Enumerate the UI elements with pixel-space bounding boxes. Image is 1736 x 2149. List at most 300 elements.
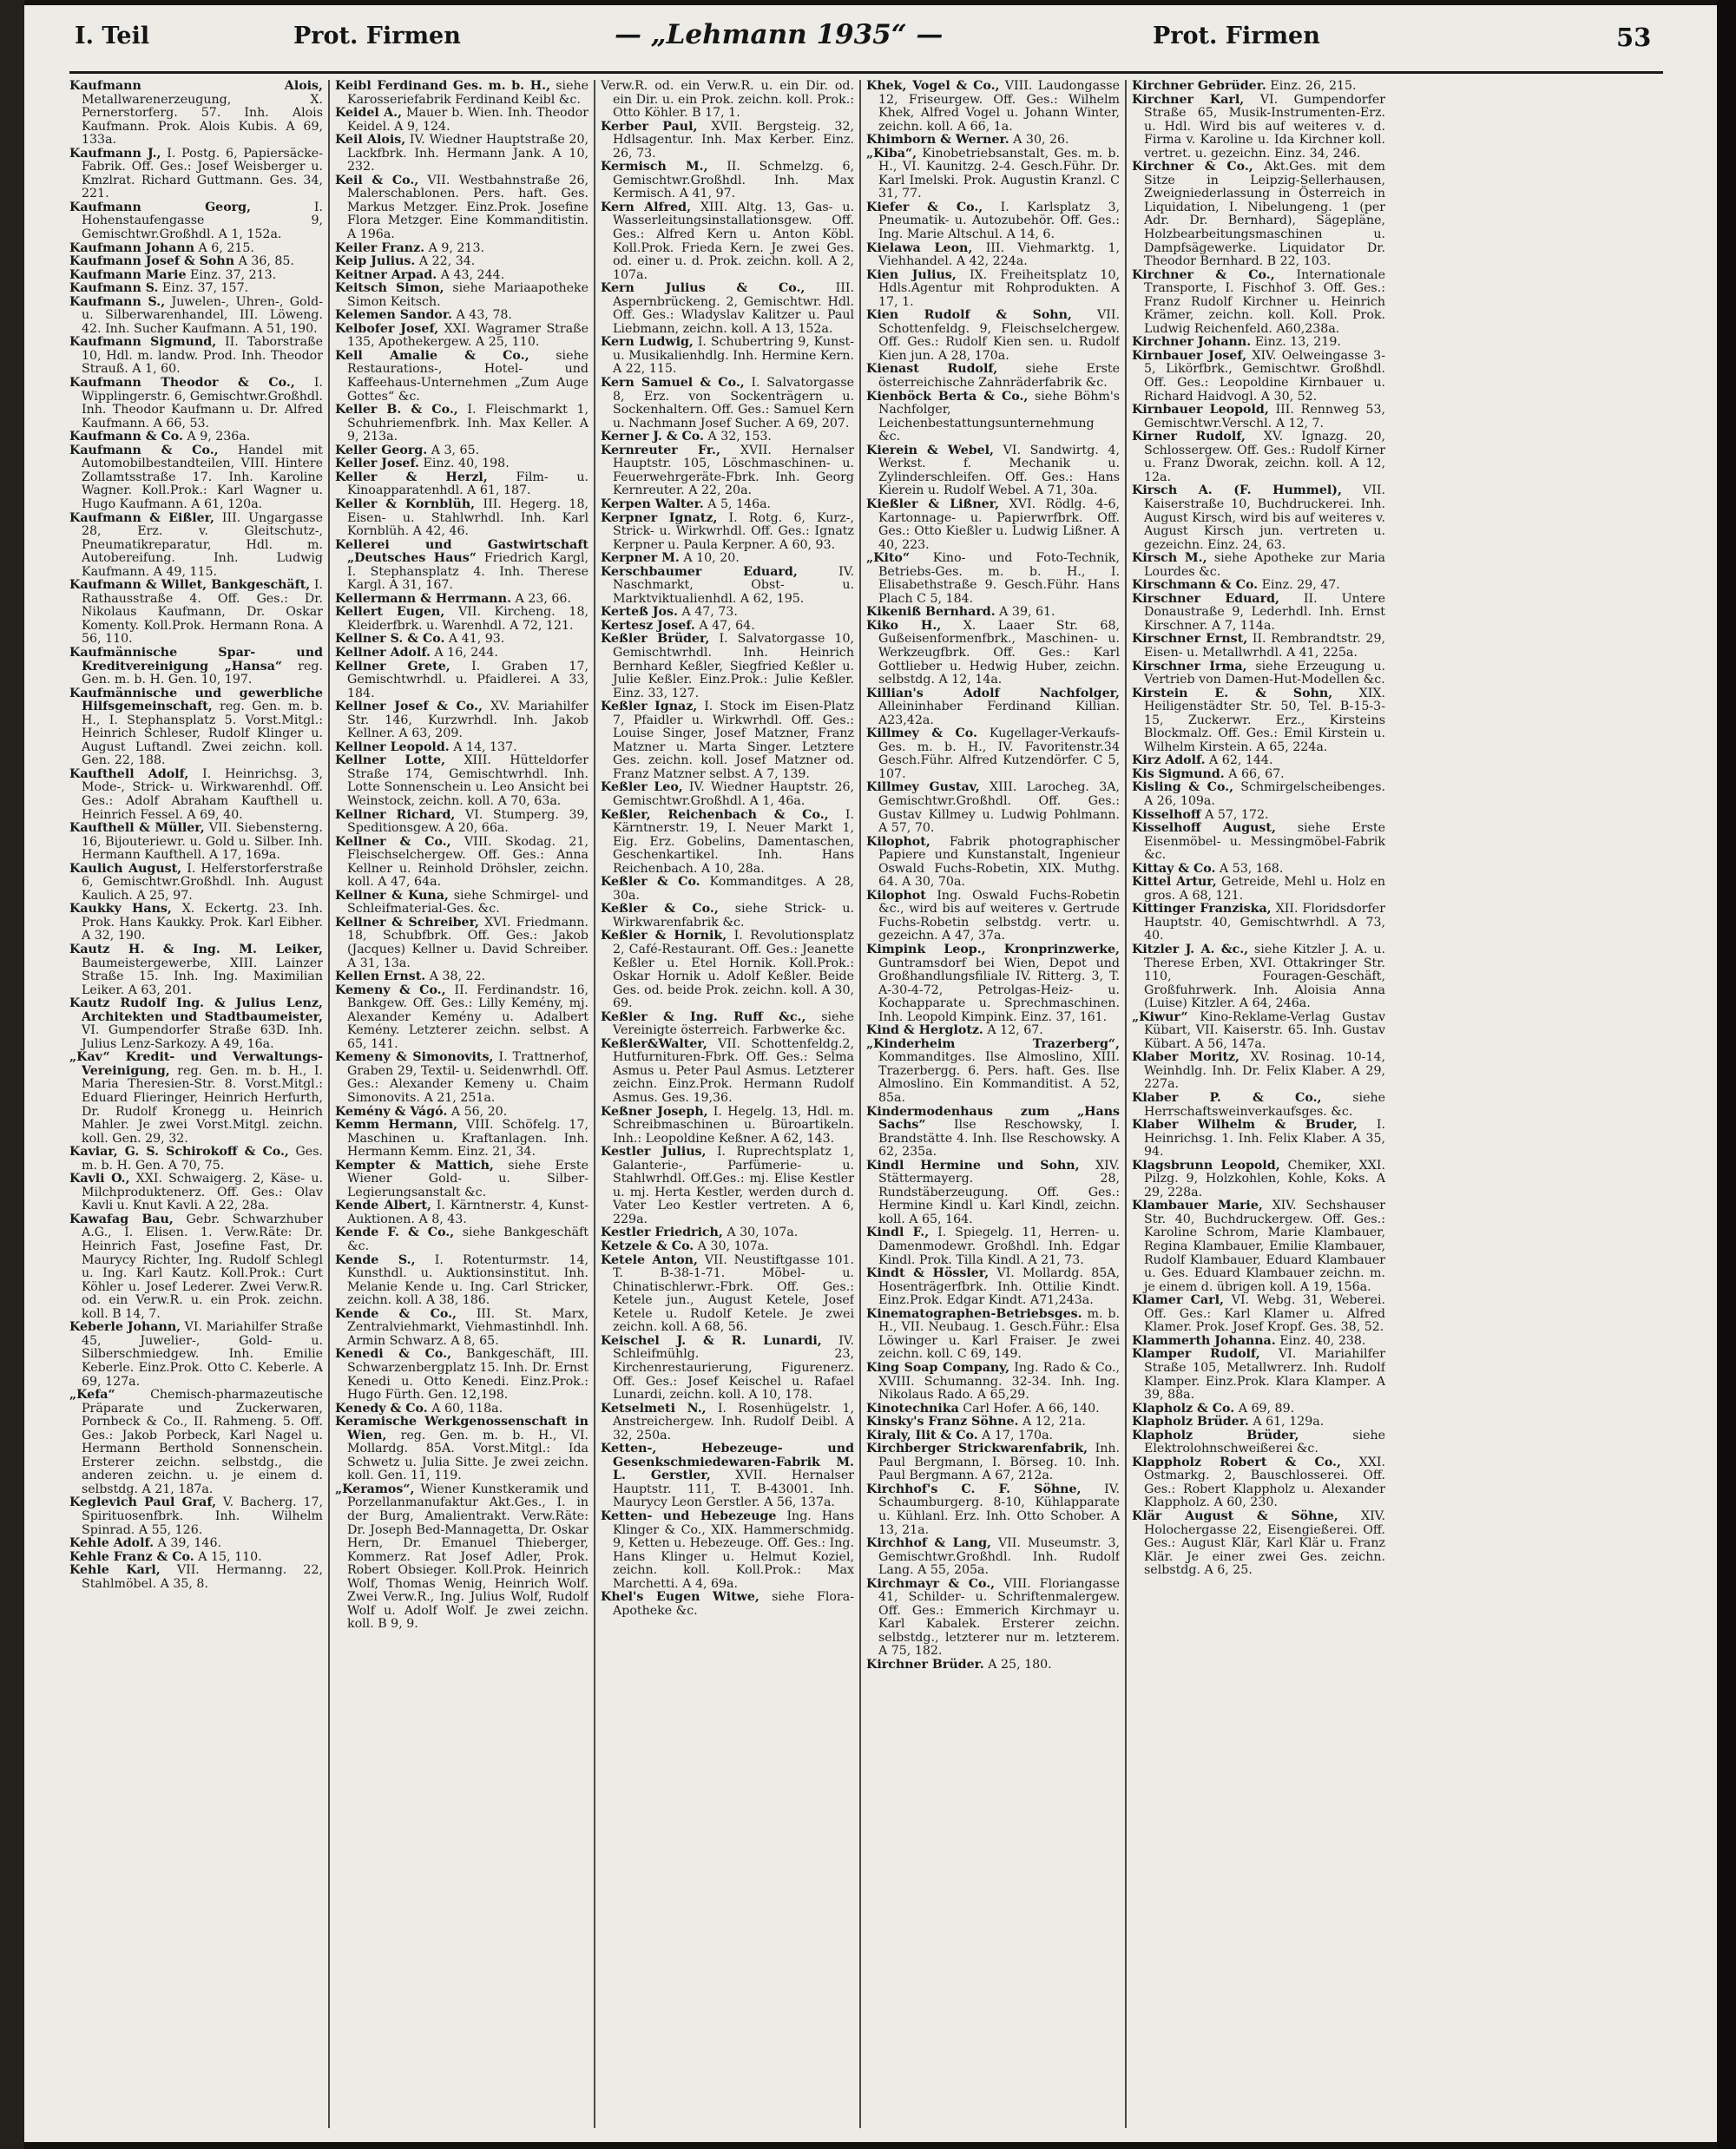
- firm-details: I. Kärntnerstr. 4, Kunst-Auktionen. A 8, 43.: [347, 1199, 589, 1226]
- directory-entry: [601, 512, 854, 553]
- firm-details: A 43, 244.: [440, 267, 505, 282]
- firm-details: Einz. 40, 198.: [423, 457, 510, 471]
- directory-entry: [1132, 1335, 1385, 1349]
- directory-entry: [335, 1199, 589, 1226]
- directory-entry: [1132, 1294, 1385, 1335]
- firm-name: „Kinderheim Trazerberg“,: [866, 1036, 1120, 1051]
- directory-entry: [335, 539, 589, 593]
- directory-entry: [866, 1537, 1120, 1578]
- firm-details: I. Helferstorferstraße 6, Gemischtwr.Großhdl. Inh. August Kaulich. A 25, 97.: [82, 861, 323, 903]
- firm-name: Kaufmann & Co.: [69, 430, 183, 444]
- firm-name: Kien Julius,: [866, 267, 957, 282]
- firm-name: Kerteß Jos.: [601, 605, 678, 620]
- directory-entry: [335, 174, 589, 242]
- firm-details: Ing. Rado & Co., XVIII. Schumanng. 32-34. Inh. Ing. Nikolaus Rado. A 65,29.: [878, 1360, 1120, 1403]
- firm-name: Kellner S. & Co.: [335, 632, 445, 647]
- directory-entry: [601, 1226, 854, 1240]
- firm-details: III. Aspernbrückeng. 2, Gemischtwr. Hdl. Off. Ges.: Wladyslav Kalitzer u. Paul Liebmann, zeichn. koll. A 13, 152a.: [613, 281, 854, 336]
- directory-entry: [1132, 768, 1385, 782]
- firm-name: Kemeny & Simonovits,: [335, 1050, 494, 1065]
- directory-entry: [866, 687, 1120, 728]
- firm-details: I. Karlsplatz 3, Pneumatik- u. Autozubehör. Off. Ges.: Ing. Marie Altschul. A 14, 6.: [878, 200, 1120, 242]
- directory-entry: [69, 336, 323, 377]
- firm-name: Kind & Herglotz.: [866, 1023, 983, 1038]
- directory-entry: [1132, 336, 1385, 350]
- column-divider: [1125, 80, 1127, 2128]
- firm-details: A 10, 20.: [683, 551, 740, 566]
- firm-details: A 56, 20.: [450, 1104, 508, 1119]
- firm-details: Kinobetriebsanstalt, Ges. m. b. H., VI. Kaunitzg. 2-4. Gesch.Führ. Dr. Karl Imelski. Prok. Augustin Kranzl. C 31, 77.: [878, 146, 1120, 201]
- firm-details: m. b. H., VII. Neubaug. 1. Gesch.Führ.: Elsa Löwinger u. Karl Fraiser. Je zwei zeichn. koll. C 69, 149.: [878, 1306, 1120, 1362]
- firm-name: Kirchner & Co.,: [1132, 267, 1275, 282]
- firm-details: I. Wipplingerstr. 6, Gemischtwr.Großhdl. Inh. Theodor Kaufmann u. Dr. Alfred Kaufmann. A 66, 53.: [82, 376, 323, 430]
- firm-name: Kelbofer Josef,: [335, 321, 439, 336]
- firm-details: Einz. 37, 157.: [161, 281, 249, 296]
- directory-entry: [1132, 1160, 1385, 1200]
- directory-entry: [601, 552, 854, 566]
- page-edge-shadow: [1717, 0, 1736, 2149]
- firm-details: I. Salvatorgasse 8, Erz. von Sockenträgern u. Sockenhaltern. Off. Ges.: Samuel Kern u. Nachmann Josef Sucher. A 69, 207.: [613, 376, 854, 430]
- directory-entry: [335, 754, 589, 808]
- directory-entry: [335, 404, 589, 444]
- firm-name: Kern Samuel & Co.,: [601, 376, 745, 391]
- directory-entry: [866, 1362, 1120, 1403]
- firm-name: Kaufmann & Eißler,: [69, 510, 214, 525]
- firm-name: Kirnbauer Josef,: [1132, 348, 1247, 363]
- firm-name: Kavli O.,: [69, 1172, 130, 1186]
- firm-details: XXI. Wagramer Straße 135, Apothekergew. A 25, 110.: [347, 321, 589, 350]
- firm-name: Kenedy & Co.: [335, 1401, 428, 1416]
- firm-details: XVII. Hernalser Hauptstr. 111, T. B-43001. Inh. Maurycy Leon Gerstler. A 56, 137a.: [613, 1469, 854, 1510]
- directory-entry: [866, 1659, 1120, 1673]
- firm-details: A 23, 66.: [515, 591, 571, 606]
- firm-name: Kirchberger Strickwarenfabrik,: [866, 1442, 1088, 1456]
- firm-name: Kautz Rudolf Ing. & Julius Lenz, Architekten und Stadtbaumeister,: [69, 996, 323, 1024]
- directory-entry: [335, 970, 589, 984]
- firm-details: I. Fleischmarkt 1, Schuhriemenfbrk. Inh. Max Keller. A 9, 213a.: [347, 403, 589, 444]
- firm-name: „Kiba“,: [866, 146, 917, 161]
- directory-entry: [69, 80, 323, 148]
- directory-entry: [335, 890, 589, 917]
- firm-details: Fabrik photographischer Papiere und Kunstanstalt, Ingenieur Oswald Fuchs-Robetin, XIX. Muthg. 64. A 30, 70a.: [878, 834, 1120, 890]
- directory-entry: [601, 633, 854, 700]
- firm-name: Kirchner Brüder.: [866, 1657, 984, 1672]
- firm-details: Handel mit Automobilbestandteilen, VIII. Hintere Zollamtsstraße 17. Inh. Karoline Wagner. Koll.Prok.: Karl Wagner u. Hugo Kaufmann. A 61, 120a.: [82, 443, 323, 511]
- firm-details: A 30, 107a.: [697, 1239, 769, 1254]
- directory-entry: [335, 457, 589, 471]
- directory-entry: [69, 768, 323, 822]
- firm-details: Bankgeschäft, III. Schwarzenbergplatz 15. Inh. Dr. Ernst Kenedi u. Otto Kenedi. Einz.Prok.: Hugo Fürth. Gen. 12,198.: [347, 1347, 589, 1403]
- page-number: 53: [1616, 23, 1652, 52]
- firm-details: I. Kärntnerstr. 19, I. Neuer Markt 1, Eig. Erz. Gobelins, Damentaschen, Geschenkartikel. Inh. Hans Reichenbach. A 10, 28a.: [613, 807, 854, 876]
- directory-entry: [866, 444, 1120, 498]
- directory-entry: [335, 1254, 589, 1308]
- firm-details: XIX. Heiligenstädter Str. 50, Tel. B-15-3-15, Zuckerwr. Erz., Kirsteins Blockmalz. Off. Ges.: Emil Kirstein u. Wilhelm Kirstein. A 65, 224a.: [1144, 686, 1385, 754]
- firm-details: VII. Schottenfeldg.2, Hutfurnituren-Fbrk. Off. Ges.: Selma Asmus u. Peter Paul Asmus. Letzterer zeichn. Einz.Prok. Hermann Rudolf Asmus. Ges. 19,36.: [613, 1036, 854, 1106]
- firm-name: Kaufmann Marie: [69, 267, 187, 282]
- firm-name: Kirz Adolf.: [1132, 753, 1206, 768]
- directory-entry: [69, 430, 323, 444]
- directory-entry: [1132, 754, 1385, 768]
- firm-details: XV. Ignazg. 20, Schlossergew. Off. Ges.: Rudolf Kirner u. Franz Dworak, zeichn. koll. A 12, 12a.: [1144, 430, 1385, 484]
- firm-name: Kis Sigmund.: [1132, 766, 1225, 781]
- directory-entry: [335, 700, 589, 741]
- firm-details: XIV. Holochergasse 22, Eisengießerei. Off. Ges.: August Klär, Karl Klär u. Franz Klär. Je einer zwei Ges. zeichn. selbstdg. A 6, 25.: [1144, 1508, 1385, 1578]
- directory-entry: [866, 890, 1120, 943]
- firm-details: II. Untere Donaustraße 9, Lederhdl. Inh. Ernst Kirschner. A 7, 114a.: [1144, 591, 1385, 633]
- firm-details: A 16, 244.: [434, 645, 498, 660]
- directory-entry: [866, 781, 1120, 835]
- directory-entry: [866, 727, 1120, 781]
- directory-column-1: [69, 80, 323, 2128]
- firm-details: II. Taborstraße 10, Hdl. m. landw. Prod. Inh. Theodor Strauß. A 1, 60.: [82, 335, 323, 377]
- firm-name: Kellner Josef & Co.,: [335, 700, 483, 714]
- directory-entry: [601, 606, 854, 620]
- directory-column-5: [1132, 80, 1385, 2128]
- firm-details: A 39, 146.: [157, 1536, 221, 1551]
- firm-details: II. Ferdinandstr. 16, Bankgew. Off. Ges.: Lilly Kemény, mj. Alexander Kemény u. Adalbert Kemény. Letzterer zeichn. selbst. A 65, 141.: [347, 982, 589, 1051]
- firm-details: IV. Naschmarkt, Obst- u. Marktviktualienhdl. A 62, 195.: [613, 564, 854, 606]
- firm-name: Kirner Rudolf,: [1132, 430, 1246, 444]
- firm-details: Friedrich Kargl, I. Stephansplatz 4. Inh. Therese Kargl. A 31, 167.: [347, 551, 589, 593]
- firm-details: Guntramsdorf bei Wien, Depot und Großhandlungsfiliale IV. Ritterg. 3, T. A-30-4-72, Petrolgas-Heiz- u. Kochapparate u. Sprechmaschinen. Inh. Leopold Kimpink. Einz. 37, 161.: [878, 956, 1120, 1024]
- directory-entry: [1132, 1456, 1385, 1510]
- firm-name: Kaulich August,: [69, 861, 182, 876]
- firm-name: Kaufmännische Spar- und Kreditvereinigung „Hansa“: [69, 645, 323, 674]
- directory-entry: [866, 1403, 1120, 1416]
- firm-details: VII. Kircheng. 18, Kleiderfbrk. u. Warenhdl. A 72, 121.: [347, 605, 589, 633]
- firm-name: Kierein & Webel,: [866, 443, 994, 457]
- firm-name: Kerpen Walter.: [601, 496, 704, 511]
- firm-details: VII. Museumstr. 3, Gemischtwr.Großhdl. Inh. Rudolf Lang. A 55, 205a.: [878, 1536, 1120, 1578]
- firm-details: A 69, 89.: [1238, 1401, 1295, 1416]
- firm-name: Keller & Kornblüh,: [335, 496, 476, 511]
- firm-name: Kindt & Hössler,: [866, 1266, 990, 1281]
- directory-entry: [69, 242, 323, 256]
- directory-entry: [866, 242, 1120, 269]
- directory-entry: [1132, 943, 1385, 1011]
- directory-entry: [335, 809, 589, 836]
- directory-entry: [866, 363, 1120, 390]
- firm-name: Klapholz Brüder.: [1132, 1415, 1249, 1429]
- firm-name: Kende F. & Co.,: [335, 1226, 455, 1240]
- firm-name: Kestler Friedrich,: [601, 1226, 723, 1240]
- directory-entry: [1132, 1051, 1385, 1092]
- firm-name: Killmey & Co.: [866, 726, 977, 741]
- firm-details: V. Bacherg. 17, Spirituosenfbrk. Inh. Wilhelm Spinrad. A 55, 126.: [82, 1495, 323, 1537]
- directory-entry: [601, 700, 854, 781]
- directory-entry: [1132, 781, 1385, 808]
- firm-details: siehe Bankgeschäft &c.: [347, 1226, 589, 1254]
- directory-entry: [601, 566, 854, 607]
- firm-name: Klär August & Söhne,: [1132, 1508, 1338, 1523]
- directory-entry: [866, 391, 1120, 444]
- firm-name: Kellner Richard,: [335, 807, 456, 822]
- firm-name: Kaufmann Sigmund,: [69, 335, 217, 350]
- directory-entry: [866, 1024, 1120, 1038]
- right-running-title: Prot. Firmen: [1153, 23, 1320, 49]
- directory-entry: [866, 201, 1120, 242]
- firm-details: IX. Freiheitsplatz 10, Hdls.Agentur mit Rohprodukten. A 17, 1.: [878, 267, 1120, 309]
- directory-entry: [335, 606, 589, 633]
- directory-entry: [866, 1429, 1120, 1443]
- directory-entry: [335, 323, 589, 350]
- firm-name: Kisling & Co.,: [1132, 780, 1234, 795]
- directory-entry: [335, 1416, 589, 1483]
- firm-name: Kaufmann J.,: [69, 146, 161, 161]
- directory-column-4: [866, 80, 1120, 2128]
- firm-name: Kaufmann & Willet, Bankgeschäft,: [69, 578, 311, 593]
- firm-name: Keitsch Simon,: [335, 281, 444, 296]
- firm-details: III. St. Marx, Zentralviehmarkt, Viehmastinhdl. Inh. Armin Schwarz. A 8, 65.: [347, 1306, 589, 1348]
- book-spine-shadow: [0, 0, 24, 2149]
- firm-name: Kittel Artur,: [1132, 875, 1217, 890]
- directory-entry: [601, 903, 854, 930]
- directory-entry: [335, 242, 589, 256]
- firm-details: III. Ungargasse 28, Erz. v. Gleitschutz-, Pneumatikreparatur, Hdl. m. Autobereifung. Inh. Ludwig Kaufmann. A 49, 115.: [82, 510, 323, 579]
- firm-name: Kirstein E. & Sohn,: [1132, 686, 1333, 700]
- firm-name: Kemeny & Co.,: [335, 982, 446, 997]
- directory-entry: [69, 148, 323, 201]
- directory-entry: [335, 836, 589, 890]
- directory-entry: [1132, 484, 1385, 552]
- firm-name: Kirschner Eduard,: [1132, 591, 1279, 606]
- firm-details: siehe Erste Eisenmöbel- u. Messingmöbel-Fabrik &c.: [1144, 821, 1385, 863]
- firm-details: VI. Gumpendorfer Straße 65, Musik-Instrumenten-Erz. u. Hdl. Wird bis auf weiteres v. d. Firma v. Karoline u. Ida Kirchner koll. vertret. u. gezeichn. Einz. 34, 246.: [1144, 92, 1385, 161]
- directory-entry: [601, 1106, 854, 1147]
- firm-name: Kern Alfred,: [601, 200, 692, 214]
- firm-details: A 47, 73.: [681, 605, 738, 620]
- directory-entry: [69, 579, 323, 647]
- firm-details: Metallwarenerzeugung, X. Pernerstorferg. 57. Inh. Alois Kaufmann. Prok. Alois Kubis. A 69, 133a.: [82, 92, 323, 148]
- directory-entry: [1132, 404, 1385, 430]
- directory-entry: [866, 1443, 1120, 1483]
- firm-details: A 5, 146a.: [707, 496, 772, 511]
- directory-entry: [335, 647, 589, 660]
- directory-entry: [1132, 269, 1385, 337]
- directory-entry: [866, 498, 1120, 552]
- firm-name: Kellner & Co.,: [335, 834, 451, 849]
- firm-details: siehe Strick- u. Wirkwarenfabrik &c.: [613, 902, 854, 930]
- directory-entry: [69, 943, 323, 997]
- firm-name: Kilophot: [866, 888, 926, 903]
- directory-entry: [69, 1564, 323, 1591]
- firm-name: Keßler Brüder,: [601, 632, 710, 647]
- directory-entry: [1132, 430, 1385, 484]
- firm-details: siehe Flora-Apotheke &c.: [613, 1590, 854, 1618]
- firm-name: Klaber Moritz,: [1132, 1050, 1240, 1065]
- column-divider: [859, 80, 861, 2128]
- firm-name: Kirchner Gebrüder.: [1132, 80, 1266, 93]
- firm-details: Einz. 26, 215.: [1270, 80, 1357, 93]
- firm-details: VII. Hermanng. 22, Stahlmöbel. A 35, 8.: [82, 1563, 323, 1591]
- firm-details: I. Rotg. 6, Kurz-, Strick- u. Wirkwrhdl. Off. Ges.: Ignatz Kerpner u. Paula Kerpner. A 60, 93.: [613, 510, 854, 552]
- firm-details: Film- u. Kinoapparatenhdl. A 61, 187.: [347, 470, 589, 498]
- firm-name: Kitzler J. A. &c.,: [1132, 943, 1249, 956]
- directory-entry: [335, 1106, 589, 1120]
- firm-details: A 30, 26.: [1013, 133, 1069, 148]
- firm-details: siehe Böhm's Nachfolger, Leichenbestattungsunternehmung &c.: [878, 389, 1120, 444]
- firm-name: Kaufthell Adolf,: [69, 766, 189, 781]
- firm-details: VII. Neustiftgasse 101. T. B-38-1-71. Möbel- u. Chinatischlerwr.-Fbrk. Off. Ges.: Ketele jun., August Ketele, Josef Ketele u. Rudolf Ketele. Je zwei zeichn. koll. A 68, 56.: [613, 1252, 854, 1335]
- directory-entry: [1132, 903, 1385, 943]
- directory-entry: [1132, 1510, 1385, 1578]
- firm-details: III. Viehmarktg. 1, Viehhandel. A 42, 224a.: [878, 240, 1120, 269]
- directory-entry: [69, 255, 323, 269]
- directory-entry: [866, 1267, 1120, 1308]
- firm-name: Kelemen Sandor.: [335, 308, 453, 323]
- firm-name: Klammerth Johanna.: [1132, 1333, 1276, 1348]
- directory-entry: [1132, 593, 1385, 634]
- firm-details: siehe Elektrolohnschweißerei &c.: [1144, 1428, 1385, 1456]
- firm-name: Kellner Grete,: [335, 659, 450, 674]
- firm-name: Kende Albert,: [335, 1199, 431, 1213]
- firm-details: VII. Kaiserstraße 10, Buchdruckerei. Inh. August Kirsch, wird bis auf weiteres v. August Kirsch jun. vertreten u. gezeichn. Einz. 24, 63.: [1144, 483, 1385, 552]
- directory-entry: [69, 282, 323, 296]
- directory-entry: [335, 1348, 589, 1402]
- firm-details: A 14, 137.: [453, 739, 517, 754]
- firm-details: I. Postg. 6, Papiersäcke-Fabrik. Off. Ges.: Josef Weisberger u. Kmzlrat. Richard Guttmann. Ges. 34, 221.: [82, 146, 323, 201]
- firm-details: II. Schmelzg. 6, Gemischtwr.Großhdl. Inh. Max Kermisch. A 41, 97.: [613, 160, 854, 201]
- firm-details: I. Graben 17, Gemischtwrhdl. u. Pfaidlerei. A 33, 184.: [347, 659, 589, 700]
- directory-entry: [866, 309, 1120, 363]
- firm-details: Einz. 29, 47.: [1261, 578, 1340, 593]
- firm-details: siehe Mariaapotheke Simon Keitsch.: [347, 281, 589, 309]
- firm-details: XV. Mariahilfer Str. 146, Kurzwrhdl. Inh. Jakob Kellner. A 63, 209.: [347, 700, 589, 741]
- firm-details: Wiener Kunstkeramik und Porzellanmanufaktur Akt.Ges., I. in der Burg, Amalientrakt. Verw.Räte: Dr. Joseph Bed-Mannagetta, Dr. Oskar Hern, Dr. Emanuel Thieberger, Kommerz. Rat Josef Adler, Prok. Robert Obsieger. Koll.Prok. Heinrich Wolf, Thomas Wenig, Heinrich Wolf. Zwei Verw.R., Ing. Julius Wolf, Rudolf Wolf u. Adolf Wolf. Je zwei zeichn. koll. B 9, 9.: [347, 1482, 589, 1632]
- firm-name: Kellner Adolf.: [335, 645, 431, 660]
- firm-details: IV. Wiedner Hauptstr. 26, Gemischtwr.Großhdl. A 1, 46a.: [613, 780, 854, 808]
- firm-details: Carl Hofer. A 66, 140.: [963, 1401, 1100, 1416]
- firm-name: Kirchhof & Lang,: [866, 1536, 991, 1551]
- firm-details: siehe Apotheke zur Maria Lourdes &c.: [1144, 551, 1385, 579]
- firm-details: VI. Stumperg. 39, Speditionsgew. A 20, 66a.: [347, 807, 589, 836]
- firm-name: Kaufthell & Müller,: [69, 821, 205, 836]
- directory-entry: [866, 606, 1120, 620]
- directory-entry: [601, 930, 854, 1010]
- firm-details: A 22, 34.: [418, 254, 476, 269]
- directory-entry: [335, 660, 589, 701]
- directory-entry: [335, 1119, 589, 1160]
- directory-entry: [1132, 1429, 1385, 1456]
- firm-name: Klambauer Marie,: [1132, 1199, 1263, 1213]
- directory-entry: [601, 1335, 854, 1403]
- firm-name: Kisselhoff August,: [1132, 821, 1276, 836]
- directory-entry: [335, 350, 589, 404]
- firm-details: VI. Gumpendorfer Straße 63D. Inh. Julius Lenz-Sarkozy. A 49, 16a.: [82, 1023, 323, 1051]
- firm-details: I. Rathausstraße 4. Off. Ges.: Dr. Nikolaus Kaufmann, Dr. Oskar Komenty. Koll.Prok. Hermann Rona. A 56, 110.: [82, 578, 323, 647]
- directory-entry: [601, 1254, 854, 1335]
- directory-entry: [69, 1496, 323, 1537]
- firm-details: Einz. 37, 213.: [190, 267, 277, 282]
- firm-name: Keibl Ferdinand Ges. m. b. H.,: [335, 80, 551, 93]
- directory-entry: [69, 444, 323, 512]
- firm-name: Keßler & Ing. Ruff &c.,: [601, 1009, 806, 1024]
- firm-details: Ing. Oswald Fuchs-Robetin &c., wird bis auf weiteres v. Gertrude Fuchs-Robetin selbstdg. vertr. u. gezeichn. A 47, 37a.: [878, 888, 1120, 943]
- firm-details: VII. Siebensterng. 16, Bijouteriewr. u. Gold u. Silber. Inh. Hermann Kaufthell. A 17, 169a.: [82, 821, 323, 863]
- directory-entry: [335, 593, 589, 607]
- directory-entry: [866, 1483, 1120, 1537]
- firm-name: Kerber Paul,: [601, 119, 698, 134]
- firm-details: XIV. Oelweingasse 3-5, Likörfbrk., Gemischtwr. Großhdl. Off. Ges.: Leopoldine Kirnbauer u. Richard Haidvogl. A 30, 52.: [1144, 348, 1385, 404]
- firm-name: Keßler & Co.,: [601, 902, 719, 917]
- firm-details: IV. Wiedner Hauptstraße 20, Lackfbrk. Inh. Hermann Jank. A 10, 232.: [347, 133, 589, 174]
- firm-details: siehe Erste Wiener Gold- u. Silber-Legierungsanstalt &c.: [347, 1158, 589, 1199]
- firm-name: Kienast Rudolf,: [866, 362, 998, 377]
- firm-details: VIII. Laudongasse 12, Friseurgew. Off. Ges.: Wilhelm Khek, Alfred Vogel u. Johann Winter, zeichn. koll. A 66, 1a.: [878, 80, 1120, 134]
- firm-name: Kernreuter Fr.,: [601, 443, 720, 457]
- firm-details: IV. Schaumburgerg. 8-10, Kühlapparate u. Kühlanl. Erz. Inh. Otto Schober. A 13, 21a.: [878, 1482, 1120, 1537]
- firm-details: A 32, 153.: [707, 430, 772, 444]
- directory-entry: [601, 430, 854, 444]
- firm-name: Kende S.,: [335, 1252, 416, 1267]
- firm-name: „Keramos“,: [335, 1482, 415, 1496]
- directory-entry: [1132, 552, 1385, 579]
- directory-entry: [69, 1389, 323, 1496]
- directory-entry: [1132, 809, 1385, 823]
- firm-name: Kikeniß Bernhard.: [866, 605, 996, 620]
- firm-name: Keßler Leo,: [601, 780, 683, 795]
- firm-name: Kindl Hermine und Sohn,: [866, 1158, 1080, 1173]
- firm-name: Kertesz Josef.: [601, 618, 695, 633]
- firm-name: Klagsbrunn Leopold,: [1132, 1158, 1280, 1173]
- directory-entry: [601, 201, 854, 282]
- firm-details: I. Trattnerhof, Graben 29, Textil- u. Seidenwrhdl. Off. Ges.: Alexander Kemeny u. Chaim Simonovits. A 21, 251a.: [347, 1050, 589, 1106]
- firm-name: Keglevich Paul Graf,: [69, 1495, 217, 1510]
- directory-entry: [601, 1011, 854, 1038]
- firm-name: Kaufmann Alois,: [69, 80, 323, 93]
- firm-details: Akt.Ges. mit dem Sitze in Leipzig-Sellerhausen, Zweigniederlassung in Österreich in Liquidation, I. Nibelungeng. 1 (per Adr. Dr. Bernhard), Sägepläne, Holzbearbeitungsmaschinen u. Dampfsägewerke. Liquidator Dr. Theodor Bernhard. B 22, 103.: [1144, 160, 1385, 269]
- firm-name: Kellen Ernst.: [335, 969, 426, 984]
- directory-entry: [69, 296, 323, 337]
- firm-details: A 15, 110.: [198, 1549, 262, 1564]
- firm-name: Keßler Ignaz,: [601, 700, 698, 714]
- firm-details: A 61, 129a.: [1253, 1415, 1325, 1429]
- firm-name: Khel's Eugen Witwe,: [601, 1590, 760, 1605]
- firm-name: Kilophot,: [866, 834, 930, 849]
- firm-name: Kimpink Leop., Kronprinzwerke,: [866, 943, 1120, 956]
- firm-details: VI. Mariahilfer Straße 45, Juwelier-, Gold- u. Silberschmiedgew. Inh. Emilie Keberle. Einz.Prok. Otto C. Keberle. A 69, 127a.: [82, 1320, 323, 1389]
- directory-entry: [866, 1160, 1120, 1227]
- firm-details: VI. Sandwirtg. 4, Werkst. f. Mechanik u. Zylinderschleifen. Off. Ges.: Hans Kierein u. Rudolf Webel. A 71, 30a.: [878, 443, 1120, 498]
- firm-name: Keller Josef.: [335, 457, 419, 471]
- directory-entry: [335, 633, 589, 647]
- directory-entry: [866, 148, 1120, 201]
- firm-name: Kirschmann & Co.: [1132, 578, 1259, 593]
- firm-details: A 36, 85.: [238, 254, 294, 269]
- firm-name: Kirschner Irma,: [1132, 659, 1247, 674]
- firm-name: Killian's Adolf Nachfolger,: [866, 686, 1120, 700]
- directory-entry: [1132, 660, 1385, 687]
- firm-name: Kielawa Leon,: [866, 240, 973, 255]
- directory-entry: [335, 984, 589, 1052]
- firm-name: Kermisch M.,: [601, 160, 708, 174]
- firm-details: A 9, 236a.: [187, 430, 251, 444]
- firm-name: Khimborn & Werner.: [866, 133, 1009, 148]
- directory-entry: [601, 161, 854, 201]
- firm-details: Kino- und Foto-Technik, Betriebs-Ges. m. b. H., I. Elisabethstraße 9. Gesch.Führ. Hans Plach C 5, 184.: [878, 551, 1120, 606]
- directory-entry: [335, 1403, 589, 1416]
- firm-name: Keßner Joseph,: [601, 1104, 708, 1119]
- firm-name: Kirchner Karl,: [1132, 92, 1245, 107]
- directory-entry: [601, 1403, 854, 1443]
- firm-name: Kaufmann Georg,: [69, 200, 252, 214]
- firm-details: A 6, 215.: [198, 240, 254, 255]
- directory-entry: [1132, 161, 1385, 268]
- directory-entry: [69, 377, 323, 430]
- directory-entry: [866, 80, 1120, 134]
- directory-entry: [1132, 876, 1385, 903]
